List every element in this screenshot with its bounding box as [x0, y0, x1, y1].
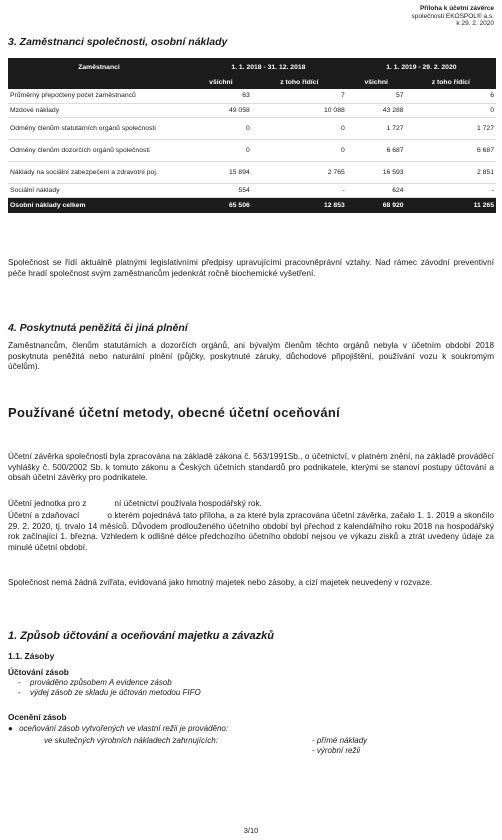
cell: 57 [347, 89, 406, 103]
cell: 11 265 [406, 197, 496, 213]
section-4-title: 4. Poskytnutá peněžitá či jiná plnění [8, 322, 188, 334]
sub-header: všichni [190, 76, 252, 89]
subsection-title: 1.1. Zásoby [8, 651, 55, 661]
table-row [8, 139, 496, 161]
row-label: Náklady na sociální zabezpečení a zdravotní poj. [8, 161, 190, 183]
cell: 2 765 [252, 161, 347, 183]
table-row [8, 161, 496, 183]
valuation-line: ve skutečných výrobních nákladech zahrnujících: [44, 736, 218, 745]
cell: 2 851 [406, 161, 496, 183]
sub-header: všichni [347, 76, 406, 89]
cell: 65 506 [190, 197, 252, 213]
table-total-row [8, 197, 496, 213]
cell: 7 [252, 89, 347, 103]
bullet-icon: ● [8, 724, 13, 733]
list-item-text: výrobní režii [316, 746, 361, 755]
list-item: - výrobní režii [312, 746, 361, 755]
cell: 1 727 [406, 117, 496, 139]
cell: 0 [252, 139, 347, 161]
header-line-1: Příloha k účetní závěrce [419, 5, 494, 12]
cell: 6 687 [347, 139, 406, 161]
cell: 68 920 [347, 197, 406, 213]
cell: 63 [190, 89, 252, 103]
text-fragment: o kterém pojednává tato příloha, a za které byla zpracována účetní závěrka, začalo 1. 1. 2019 a skončilo 29. 2. 2020, tj. trvalo 14 měsíců. Důvodem prodlouženého účetního období byl přechod z kalendářního roku 2018 na hospodářský rok začínající 1. března. Vzhledem k odlišné délce předchozího účetního období nejsou ve výkazu zisků a ztrát uvedeny údaje za minulé účetní období. [8, 510, 494, 552]
table-row [8, 103, 496, 117]
list-item: - přímé náklady [312, 736, 368, 745]
cell: 16 593 [347, 161, 406, 183]
section-1-title: 1. Způsob účtování a oceňování majetku a závazků [8, 630, 274, 642]
methods-paragraph-4: Společnost nemá žádná zvířata, evidovaná jako hmotný majetek nebo zásoby, a cizí majetek neuvedený v rozvaze. [8, 577, 433, 587]
header-line-3: k 29. 2. 2020 [456, 20, 494, 27]
page-number: 3/10 [243, 826, 259, 835]
methods-paragraph-3 [8, 510, 494, 552]
sub-header: z toho řídící [252, 76, 347, 89]
methods-paragraph-1: Účetní závěrka společnosti byla zpracována na základě zákona č. 563/1991Sb., o účetnictví, v platném znění, na základě prováděcí vyhlášky č. 500/2002 Sb. k tomuto zákonu a Českých účetních standardů pro podnikatele, kterými se stanoví postupy účtování a obsah účetní závěrky pro podnikatele. [8, 451, 494, 482]
cell: 0 [190, 139, 252, 161]
cell: - [252, 183, 347, 197]
table-row [8, 89, 496, 103]
section-4-paragraph: Zaměstnancům, členům statutárních a dozorčích orgánů, ani bývalým členům těchto orgánů nebyla v účetním období 2018 poskytnuta peněžitá nebo naturální plnění (půjčky, poskytnuté záruky, důchodové připojištění, používání vozu k soukromým účelům). [8, 340, 494, 371]
cell: 49 058 [190, 103, 252, 117]
period-1-header: 1. 1. 2018 - 31. 12. 2018 [190, 58, 347, 76]
cell: 0 [190, 117, 252, 139]
cell: 6 687 [406, 139, 496, 161]
col-label-header: Zaměstnanci [8, 58, 190, 76]
total-label: Osobní náklady celkem [8, 197, 190, 213]
row-label: Odměny členům statutárních orgánů společnosti [8, 117, 190, 139]
cell: 43 288 [347, 103, 406, 117]
text-fragment: Účetní a zdaňovací [8, 510, 80, 520]
table-row [8, 183, 496, 197]
cell: 0 [252, 117, 347, 139]
list-item-text: přímé náklady [316, 736, 368, 745]
row-label: Průměrný přepočtený počet zaměstnanců [8, 89, 190, 103]
cell: 1 727 [347, 117, 406, 139]
cell: 6 [406, 89, 496, 103]
cell: - [406, 183, 496, 197]
table-row [8, 117, 496, 139]
bullet-text: oceňování zásob vytvořených ve vlastní režii je prováděno: [19, 724, 229, 733]
text-fragment: Účetní jednotka pro z [8, 498, 87, 508]
sub-header: z toho řídící [406, 76, 496, 89]
header-line-2: společnosti EKOSPOL® a.s. [411, 12, 494, 20]
inventory-accounting-title: Účtování zásob [8, 667, 69, 677]
cell: 554 [190, 183, 252, 197]
cell: 0 [406, 103, 496, 117]
cell: 624 [347, 183, 406, 197]
methods-title: Používané účetní metody, obecné účetní oceňování [8, 405, 341, 420]
list-item: - výdej zásob ze skladu je účtován metodou FIFO [18, 688, 201, 698]
employees-table [8, 58, 496, 213]
row-label: Odměny členům dozorčích orgánů společnosti [8, 139, 190, 161]
cell: 10 088 [252, 103, 347, 117]
inventory-valuation-title: Ocenění zásob [8, 712, 67, 722]
valuation-bullet [8, 724, 228, 733]
methods-paragraph-2 [8, 498, 494, 509]
row-label: Mzdové náklady [8, 103, 190, 117]
document-header [412, 5, 494, 28]
valuation-items [312, 736, 367, 756]
text-fragment: ní účetnictví používala hospodářský rok. [114, 498, 262, 508]
list-item: - prováděno způsobem A evidence zásob [18, 678, 201, 688]
labor-relations-paragraph: Společnost se řídí aktuálně platnými legislativními předpisy upravujícími pracovněprávní vztahy. Nad rámec závodní preventivní péče hradí společnost svým zaměstnancům jedenkrát ročně biochemické vyšetření. [8, 257, 494, 278]
section-3-title: 3. Zaměstnanci společnosti, osobní náklady [8, 36, 228, 48]
period-2-header: 1. 1. 2019 - 29. 2. 2020 [347, 58, 496, 76]
row-label: Sociální náklady [8, 183, 190, 197]
cell: 12 853 [252, 197, 347, 213]
cell: 15 894 [190, 161, 252, 183]
inventory-accounting-list [18, 678, 201, 698]
